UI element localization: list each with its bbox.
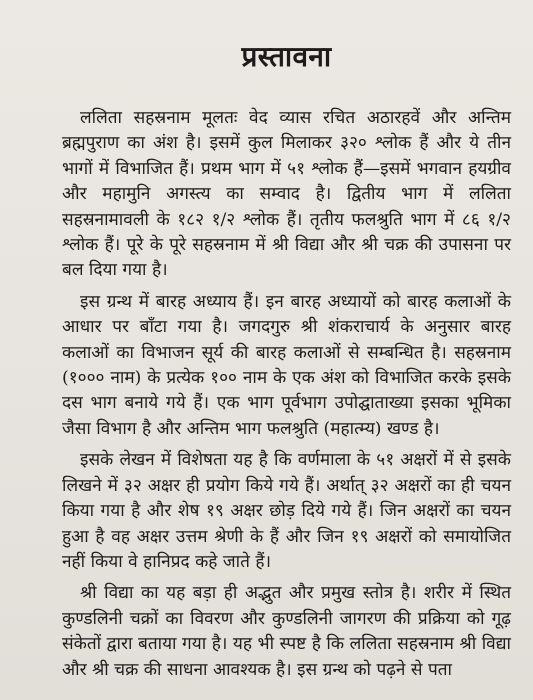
paragraph-3 xyxy=(62,448,511,575)
page-title: प्रस्तावना xyxy=(241,40,332,73)
paragraph-4-text: श्री विद्या का यह बड़ा ही अद्भुत और प्रमुख स्तोत्र है। शरीर में स्थित कुण्डलिनी चक्रों का विवरण और कुण्डलिनी जागरण की प्रक्रिया को गूढ़ संकेतों द्वारा बताया गया है। यह भी स्पष्ट है कि ललिता सहस्रनाम श्री विद्या और श्री चक्र की साधना आवश्यक है। इस ग्रन्थ को पढ़ने से पता xyxy=(62,583,511,680)
paragraph-1 xyxy=(62,106,511,284)
paragraph-3-text: इसके लेखन में विशेषता यह है कि वर्णमाला के ५१ अक्षरों में से इसके लिखने में ३२ अक्षर ही प्रयोग किये गये हैं। अर्थात् ३२ अक्षरों का ही चयन किया गया है और शेष १९ अक्षर छोड़ दिये गये हैं। जिन अक्षरों का चयन हुआ है वह अक्षर उत्तम श्रेणी के हैं और जिन १९ अक्षरों को समायोजित नहीं किया वे हानिप्रद कहे जाते हैं। xyxy=(62,450,511,572)
paragraph-2 xyxy=(62,290,511,442)
paragraph-2-text: इस ग्रन्थ में बारह अध्याय हैं। इन बारह अध्यायों को बारह कलाओं के आधार पर बाँटा गया है। जगदगुरु श्री शंकराचार्य के अनुसार बारह कलाओं का विभाजन सूर्य की बारह कलाओं से सम्बन्धित है। सहस्रनाम (१००० नाम) के प्रत्येक १०० नाम के एक अंश को विभाजित करके इसके दस भाग बनाये गये हैं। एक भाग पूर्वभाग उपोद्घाताख्या इसका भूमिका जैसा विभाग है और अन्तिम भाग फलश्रुति (महात्म्य) खण्ड है। xyxy=(62,291,511,439)
paragraph-1-text: ललिता सहस्रनाम मूलतः वेद व्यास रचित अठारहवें और अन्तिम ब्रह्मपुराण का अंश है। इसमें कुल मिलाकर ३२० श्लोक हैं और ये तीन भागों में विभाजित हैं। प्रथम भाग में ५१ श्लोक हैं—इसमें भगवान हयग्रीव और महामुनि अगस्त्य का सम्वाद है। द्वितीय भाग में ललिता सहस्रनामावली के १८२ १/२ श्लोक हैं। तृतीय फलश्रुति भाग में ८६ १/२ श्लोक हैं। पूरे के पूरे सहस्रनाम में श्री विद्या और श्री चक्र की उपासना पर बल दिया गया है। xyxy=(62,108,511,281)
paragraph-4 xyxy=(62,581,511,683)
